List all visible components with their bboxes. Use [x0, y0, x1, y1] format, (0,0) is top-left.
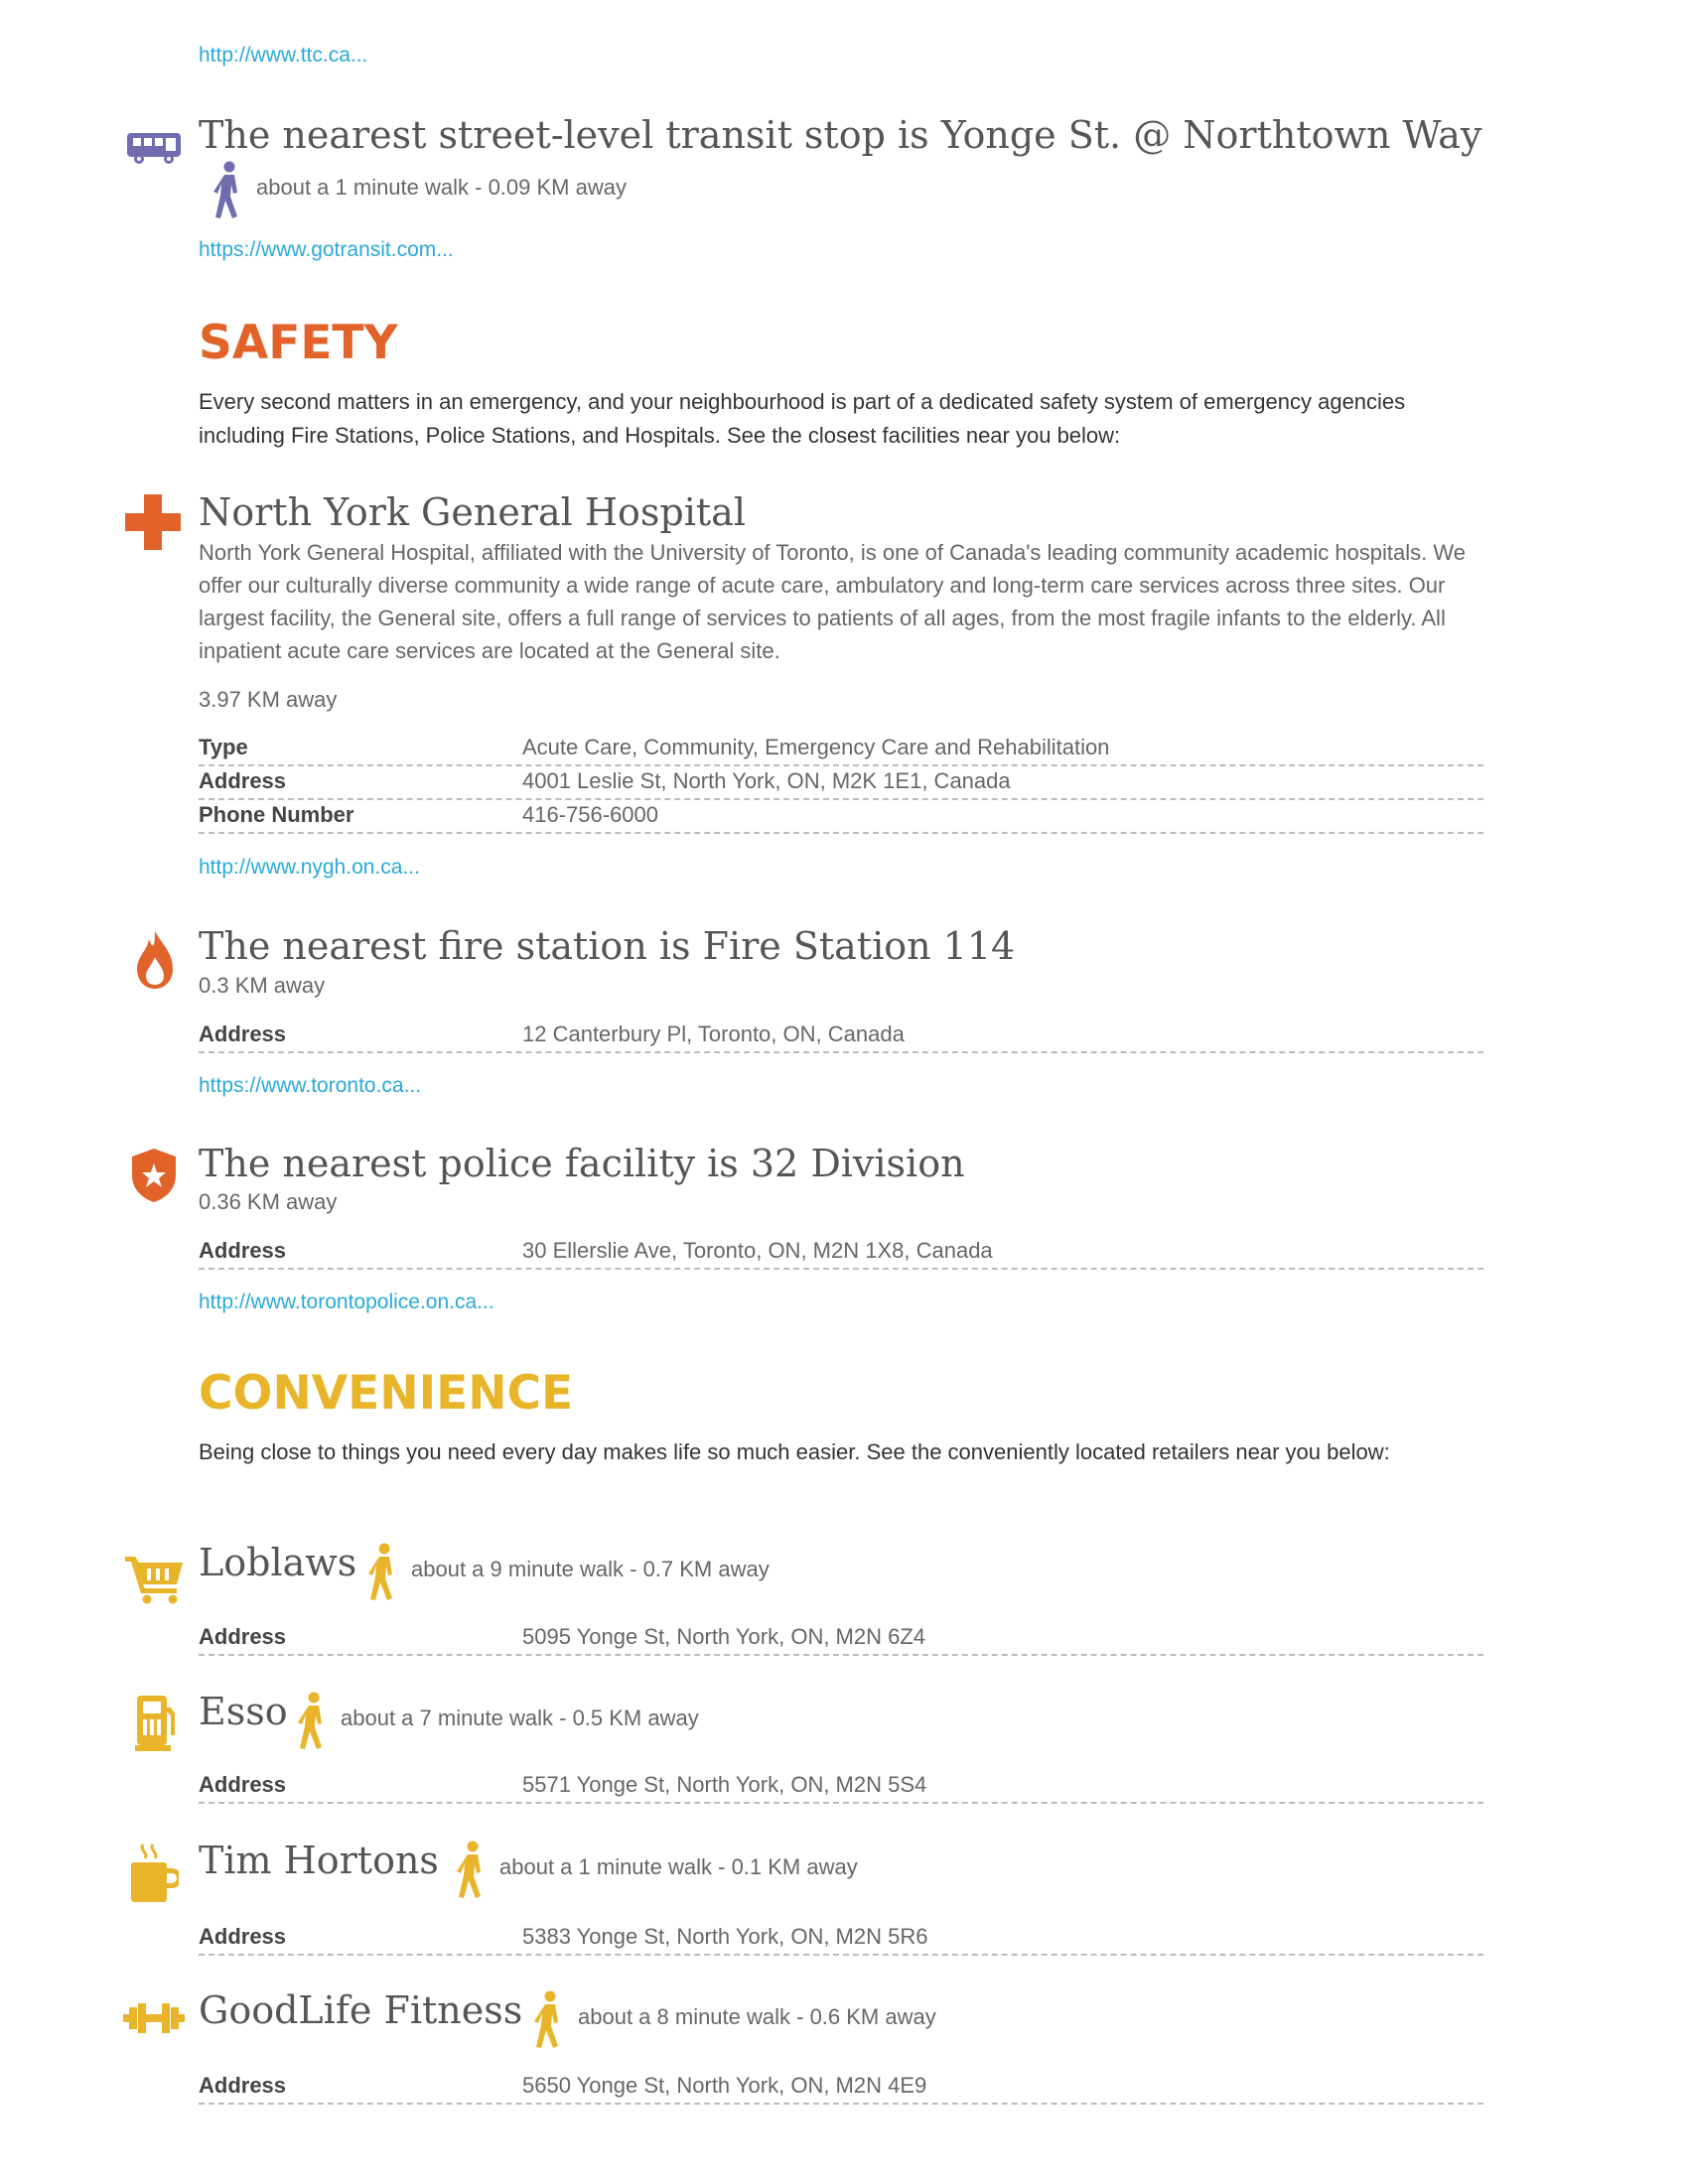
walk-icon [295, 1692, 331, 1749]
hospital-link[interactable]: http://www.nygh.on.ca... [199, 856, 420, 879]
info-row [199, 1922, 1483, 1956]
store-title: Loblaws [199, 1541, 357, 1584]
store-title: Tim Hortons [199, 1839, 439, 1882]
row-value: 5650 Yonge St, North York, ON, M2N 4E9 [522, 2073, 927, 2098]
row-value: Acute Care, Community, Emergency Care and Rehabilitation [522, 735, 1110, 759]
hospital-distance: 3.97 KM away [199, 687, 338, 712]
row-value: 5383 Yonge St, North York, ON, M2N 5R6 [522, 1924, 928, 1949]
info-row [199, 1236, 1483, 1270]
info-row [199, 1020, 1483, 1053]
transit-title: The nearest street-level transit stop is Yonge St. @ Northtown Way [199, 113, 1482, 157]
ttc-link[interactable]: http://www.ttc.ca... [199, 44, 368, 67]
convenience-intro: Being close to things you need every day makes life so much easier. See the conveniently located retailers near you below: [199, 1439, 1390, 1464]
police-link[interactable]: http://www.torontopolice.on.ca... [199, 1291, 494, 1313]
info-row [199, 733, 1483, 766]
info-row [199, 800, 1483, 834]
medical-cross-icon [125, 494, 181, 550]
row-value: 416-756-6000 [522, 802, 659, 827]
safety-heading: SAFETY [199, 316, 398, 370]
fire-link[interactable]: https://www.toronto.ca... [199, 1074, 422, 1097]
row-value: 12 Canterbury Pl, Toronto, ON, Canada [522, 1022, 905, 1046]
dumbbell-icon [123, 2001, 185, 2035]
row-label: Address [199, 1624, 287, 1649]
row-label: Address [199, 1772, 287, 1797]
row-label: Address [199, 1238, 287, 1263]
coffee-cup-icon [129, 1843, 179, 1904]
gas-pump-icon [135, 1694, 177, 1753]
fire-title: The nearest fire station is Fire Station 114 [199, 924, 1016, 968]
convenience-heading: CONVENIENCE [199, 1366, 574, 1421]
row-label: Address [199, 1022, 287, 1046]
store-title: GoodLife Fitness [199, 1988, 523, 2032]
walk-icon [211, 161, 246, 218]
row-value: 30 Ellerslie Ave, Toronto, ON, M2N 1X8, Canada [522, 1238, 993, 1263]
walk-icon [531, 1990, 567, 2048]
bus-icon [125, 131, 183, 165]
store-title: Esso [199, 1690, 288, 1733]
row-label: Phone Number [199, 802, 354, 827]
store-walk: about a 1 minute walk - 0.1 KM away [499, 1854, 858, 1879]
walk-icon [365, 1543, 401, 1600]
police-badge-icon [131, 1148, 177, 1203]
fire-distance: 0.3 KM away [199, 973, 326, 998]
store-walk: about a 9 minute walk - 0.7 KM away [411, 1557, 770, 1581]
flame-icon [135, 929, 175, 991]
walk-icon [454, 1841, 490, 1898]
safety-intro: Every second matters in an emergency, and your neighbourhood is part of a dedicated safety system of emergency agencies including Fire Stations, Police Stations, and Hospitals. See the closest facilities near you below: [199, 389, 1406, 448]
store-walk: about a 7 minute walk - 0.5 KM away [341, 1706, 699, 1730]
row-label: Address [199, 2073, 287, 2098]
row-value: 5095 Yonge St, North York, ON, M2N 6Z4 [522, 1624, 926, 1649]
hospital-description: North York General Hospital, affiliated with the University of Toronto, is one of Canada's leading community academic hospitals. We offer our culturally diverse community a wide range of acute care, ambulatory and long-term care services across three sites. Our largest facility, the General site, offers a full range of services to patients of all ages, from the most fragile infants to the elderly. All inpatient acute care services are located at the General site. [199, 540, 1466, 663]
store-walk: about a 8 minute walk - 0.6 KM away [578, 2004, 936, 2029]
police-title: The nearest police facility is 32 Division [199, 1142, 965, 1185]
info-row [199, 1622, 1483, 1656]
row-label: Address [199, 1924, 287, 1949]
row-value: 4001 Leslie St, North York, ON, M2K 1E1, Canada [522, 768, 1011, 793]
police-distance: 0.36 KM away [199, 1189, 338, 1214]
transit-walk: about a 1 minute walk - 0.09 KM away [256, 175, 627, 200]
row-value: 5571 Yonge St, North York, ON, M2N 5S4 [522, 1772, 927, 1797]
hospital-title: North York General Hospital [199, 490, 746, 534]
row-label: Type [199, 735, 248, 759]
info-row [199, 2071, 1483, 2105]
info-row [199, 766, 1483, 800]
shopping-cart-icon [125, 1555, 185, 1604]
row-label: Address [199, 768, 287, 793]
info-row [199, 1770, 1483, 1804]
gotransit-link[interactable]: https://www.gotransit.com... [199, 238, 454, 261]
